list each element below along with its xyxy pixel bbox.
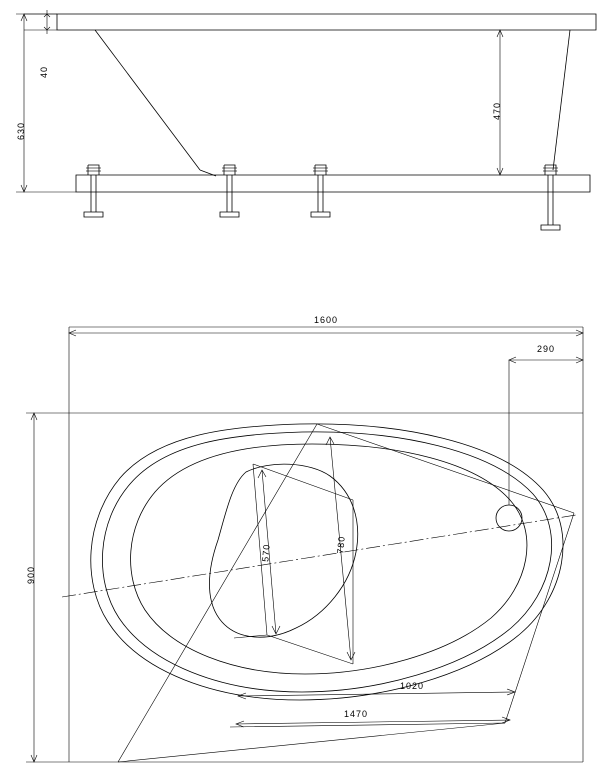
dimension-inner-width (258, 470, 280, 634)
dimension-label-overall-width: 900 (26, 565, 36, 585)
dimension-drain-offset (509, 344, 583, 505)
dimension-label-drain-offset: 290 (536, 344, 556, 354)
dimension-inner-width-secondary (326, 437, 355, 660)
dimension-outer-length (236, 709, 510, 727)
dimension-inner-length (238, 681, 515, 699)
dimension-label-rim-thickness: 40 (39, 65, 49, 78)
dimension-rim-thickness (24, 10, 57, 78)
support-foot (311, 165, 330, 217)
plan-bounding-box (69, 327, 583, 762)
base-frame-rail (76, 175, 590, 192)
tub-rim-offset-outline (102, 432, 551, 692)
dimension-inner-depth (492, 30, 503, 175)
dimension-label-overall-length: 1600 (313, 315, 339, 325)
dimension-overall-length (69, 315, 583, 336)
dimension-label-outer-length: 1470 (343, 709, 369, 719)
dimension-overall-height (16, 14, 76, 192)
dimension-label-inner-width: 570 (260, 543, 272, 563)
support-foot (220, 165, 239, 217)
dimension-label-inner-length: 1020 (399, 681, 425, 691)
dimension-label-inner-width-secondary: 780 (335, 535, 347, 555)
dimension-overall-width (26, 413, 69, 762)
top-plan-view (26, 315, 583, 762)
support-foot (84, 165, 103, 217)
rim-slab (57, 14, 596, 30)
tub-centerline (62, 515, 576, 597)
dimension-label-inner-depth: 470 (492, 101, 502, 120)
dimension-label-overall-height: 630 (16, 121, 26, 140)
front-elevation-view (16, 10, 596, 230)
